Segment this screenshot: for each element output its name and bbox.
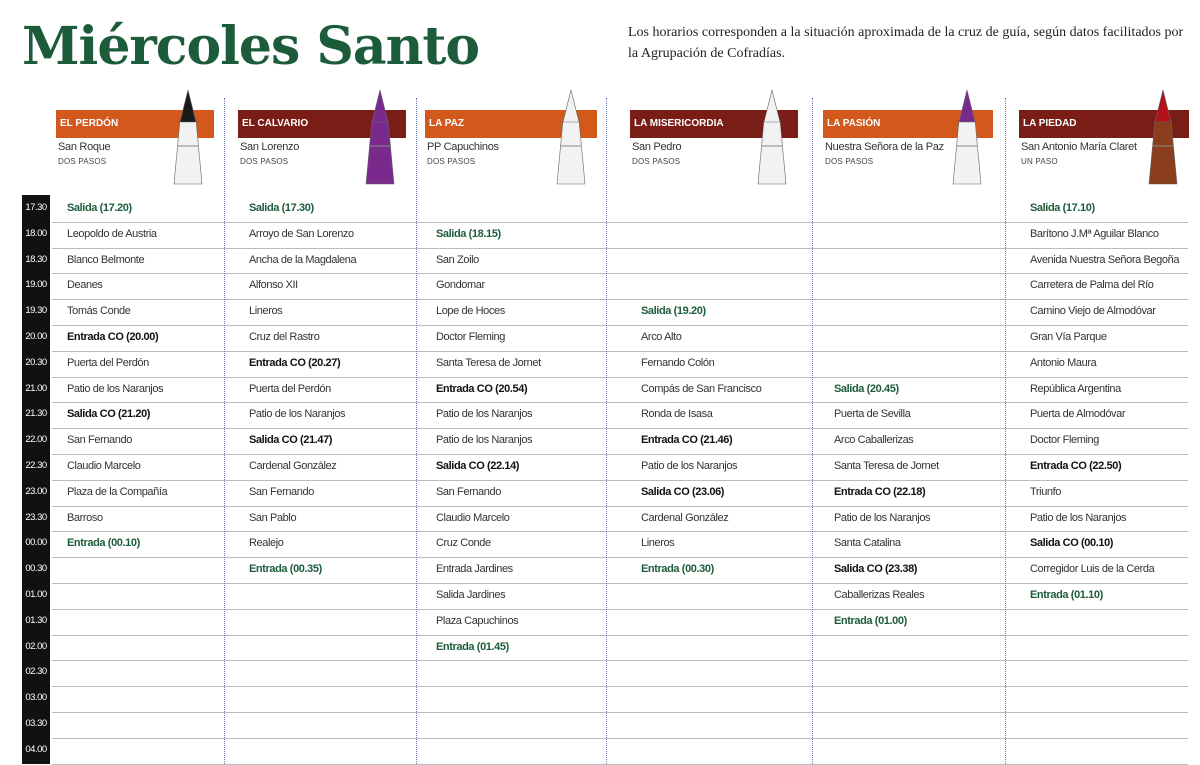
nazareno-figure-icon: [752, 88, 792, 188]
time-label: 20.00: [25, 331, 47, 342]
column-parish: PP Capuchinos: [427, 141, 499, 153]
time-label: 00.30: [25, 563, 47, 575]
schedule-cell: Entrada (00.30): [641, 563, 714, 576]
schedule-cell: Fernando Colón: [641, 356, 715, 369]
schedule-cell: Cruz Conde: [436, 537, 491, 550]
time-label: 03.00: [25, 692, 47, 704]
schedule-cell: Entrada CO (20.00): [67, 331, 159, 343]
schedule-cell: Arroyo de San Lorenzo: [249, 227, 354, 240]
schedule-cell: Carretera de Palma del Río: [1030, 279, 1154, 292]
schedule-cell: Antonio Maura: [1030, 356, 1097, 369]
schedule-cell: Doctor Fleming: [436, 331, 505, 343]
schedule-cell: Salida (18.15): [436, 227, 501, 240]
schedule-cell: Tomás Conde: [67, 305, 131, 318]
schedule-cell: Santa Teresa de Jornet: [834, 460, 939, 472]
schedule-cell: Puerta de Sevilla: [834, 408, 911, 421]
schedule-cell: Claudio Marcelo: [436, 511, 510, 524]
time-label: 17.30: [25, 202, 47, 213]
schedule-cell: Lineros: [641, 537, 675, 550]
row-divider: [52, 635, 1188, 636]
schedule-cell: Alfonso XII: [249, 279, 298, 292]
schedule-cell: Puerta del Perdón: [67, 356, 149, 369]
time-label: 01.00: [25, 589, 47, 600]
schedule-cell: Ronda de Isasa: [641, 408, 713, 421]
column-header: LA PASIÓN: [823, 110, 993, 138]
page-title: Miércoles Santo: [22, 16, 480, 77]
schedule-cell: Patio de los Naranjos: [249, 408, 346, 421]
schedule-cell: Caballerizas Reales: [834, 589, 925, 601]
schedule-cell: Plaza Capuchinos: [436, 614, 519, 627]
schedule-cell: Santa Catalina: [834, 537, 901, 550]
time-label: 19.00: [25, 279, 47, 291]
schedule-cell: Entrada (01.00): [834, 614, 907, 627]
schedule-cell: Patio de los Naranjos: [67, 382, 164, 395]
row-divider: [52, 377, 1188, 378]
row-divider: [52, 402, 1188, 403]
schedule-cell: San Fernando: [249, 485, 314, 498]
schedule-cell: Entrada (01.45): [436, 640, 509, 653]
schedule-cell: Entrada (01.10): [1030, 589, 1103, 601]
column-pasos: DOS PASOS: [58, 157, 107, 166]
column-header: EL CALVARIO: [238, 110, 406, 138]
schedule-cell: Gran Vía Parque: [1030, 331, 1107, 343]
row-divider: [52, 531, 1188, 532]
row-divider: [52, 557, 1188, 558]
schedule-cell: Entrada CO (20.27): [249, 356, 341, 369]
schedule-cell: Entrada CO (22.50): [1030, 460, 1122, 472]
time-label: 02.00: [25, 640, 47, 652]
schedule-cell: Camino Viejo de Almodóvar: [1030, 305, 1156, 318]
column-header: LA PAZ: [425, 110, 597, 138]
schedule-cell: Ancha de la Magdalena: [249, 253, 357, 266]
schedule-cell: Patio de los Naranjos: [834, 511, 931, 524]
row-divider: [52, 480, 1188, 481]
schedule-cell: Compás de San Francisco: [641, 382, 762, 395]
row-divider: [52, 351, 1188, 352]
column-pasos: DOS PASOS: [632, 157, 681, 166]
schedule-cell: Salida CO (23.06): [641, 485, 725, 498]
schedule-cell: Deanes: [67, 279, 103, 292]
schedule-cell: Avenida Nuestra Señora Begoña: [1030, 253, 1180, 266]
schedule-cell: Lineros: [249, 305, 283, 318]
column-pasos: UN PASO: [1021, 157, 1058, 166]
schedule-cell: Barítono J.Mª Aguilar Blanco: [1030, 227, 1159, 240]
nazareno-figure-icon: [947, 88, 987, 188]
schedule-cell: Patio de los Naranjos: [1030, 511, 1127, 524]
schedule-cell: Realejo: [249, 537, 284, 550]
row-divider: [52, 660, 1188, 661]
time-label: 19.30: [25, 305, 47, 317]
schedule-cell: Entrada (00.10): [67, 537, 140, 550]
schedule-cell: Cardenal González: [641, 511, 729, 524]
schedule-cell: Triunfo: [1030, 485, 1062, 498]
row-divider: [52, 738, 1188, 739]
schedule-cell: República Argentina: [1030, 382, 1121, 395]
time-label: 01.30: [25, 614, 47, 626]
time-label: 04.00: [25, 743, 47, 755]
schedule-cell: Salida (17.20): [67, 202, 132, 214]
time-label: 02.30: [25, 666, 47, 678]
row-divider: [52, 248, 1188, 249]
row-divider: [52, 428, 1188, 429]
schedule-cell: Salida CO (22.14): [436, 460, 520, 472]
column-pasos: DOS PASOS: [825, 157, 874, 166]
nazareno-figure-icon: [168, 88, 208, 188]
schedule-cell: Entrada CO (22.18): [834, 485, 926, 498]
time-label: 21.30: [25, 408, 47, 420]
column-separator: [1005, 98, 1006, 764]
column-header: LA MISERICORDIA: [630, 110, 798, 138]
time-label: 00.00: [25, 537, 47, 549]
schedule-cell: Salida (17.10): [1030, 202, 1095, 214]
time-label: 21.00: [25, 382, 47, 394]
schedule-cell: Patio de los Naranjos: [436, 434, 533, 447]
schedule-cell: San Fernando: [67, 434, 132, 447]
schedule-cell: Corregidor Luis de la Cerda: [1030, 563, 1155, 576]
schedule-cell: San Pablo: [249, 511, 297, 524]
schedule-cell: Salida Jardines: [436, 589, 506, 601]
time-label: 03.30: [25, 718, 47, 729]
schedule-cell: Patio de los Naranjos: [436, 408, 533, 421]
column-header: EL PERDÓN: [56, 110, 214, 138]
schedule-cell: Salida CO (00.10): [1030, 537, 1114, 550]
schedule-cell: Salida CO (21.20): [67, 408, 151, 421]
column-parish: San Pedro: [632, 141, 682, 153]
schedule-cell: Salida CO (23.38): [834, 563, 918, 576]
row-divider: [52, 609, 1188, 610]
schedule-cell: Blanco Belmonte: [67, 253, 145, 266]
schedule-cell: Leopoldo de Austria: [67, 227, 157, 240]
row-divider: [52, 299, 1188, 300]
schedule-cell: Patio de los Naranjos: [641, 460, 738, 472]
column-parish: San Antonio María Claret: [1021, 141, 1137, 153]
schedule-cell: Gondomar: [436, 279, 485, 292]
schedule-cell: Barroso: [67, 511, 103, 524]
schedule-cell: Entrada (00.35): [249, 563, 322, 576]
column-header: LA PIEDAD: [1019, 110, 1189, 138]
time-label: 23.00: [25, 485, 47, 497]
column-parish: Nuestra Señora de la Paz: [825, 141, 944, 153]
column-parish: San Lorenzo: [240, 141, 300, 153]
row-divider: [52, 273, 1188, 274]
row-divider: [52, 506, 1188, 507]
time-label: 20.30: [25, 356, 47, 368]
schedule-cell: Puerta del Perdón: [249, 382, 331, 395]
schedule-cell: San Fernando: [436, 485, 501, 498]
schedule-cell: Cruz del Rastro: [249, 331, 320, 343]
row-divider: [52, 712, 1188, 713]
schedule-cell: San Zoilo: [436, 253, 479, 266]
row-divider: [52, 454, 1188, 455]
schedule-cell: Doctor Fleming: [1030, 434, 1099, 447]
schedule-cell: Arco Caballerizas: [834, 434, 914, 447]
column-pasos: DOS PASOS: [240, 157, 289, 166]
column-separator: [224, 98, 225, 764]
time-label: 18.00: [25, 227, 47, 239]
schedule-cell: Puerta de Almodóvar: [1030, 408, 1126, 421]
column-separator: [416, 98, 417, 764]
schedule-cell: Santa Teresa de Jornet: [436, 356, 541, 369]
row-divider: [52, 583, 1188, 584]
schedule-cell: Lope de Hoces: [436, 305, 505, 318]
schedule-note: Los horarios corresponden a la situación aproximada de la cruz de guía, según datos facilitados por la Agrupación de Cofradías.: [628, 25, 1184, 61]
column-pasos: DOS PASOS: [427, 157, 476, 166]
schedule-cell: Plaza de la Compañía: [67, 485, 168, 498]
time-label: 22.30: [25, 460, 47, 471]
column-parish: San Roque: [58, 141, 111, 153]
schedule-cell: Claudio Marcelo: [67, 460, 141, 472]
schedule-cell: Cardenal González: [249, 460, 337, 472]
time-label: 22.00: [25, 434, 47, 446]
time-label: 18.30: [25, 253, 47, 265]
column-separator: [812, 98, 813, 764]
nazareno-figure-icon: [551, 88, 591, 188]
nazareno-figure-icon: [360, 88, 400, 188]
schedule-cell: Entrada Jardines: [436, 563, 513, 576]
row-divider: [52, 325, 1188, 326]
schedule-cell: Salida (20.45): [834, 382, 899, 395]
row-divider: [52, 686, 1188, 687]
schedule-cell: Entrada CO (21.46): [641, 434, 733, 447]
schedule-cell: Salida (19.20): [641, 305, 706, 318]
nazareno-figure-icon: [1143, 88, 1183, 188]
schedule-cell: Salida (17.30): [249, 202, 314, 214]
time-label: 23.30: [25, 511, 47, 523]
schedule-cell: Salida CO (21.47): [249, 434, 333, 447]
schedule-cell: Arco Alto: [641, 331, 682, 343]
time-axis: [22, 195, 50, 764]
column-separator: [606, 98, 607, 764]
schedule-cell: Entrada CO (20.54): [436, 382, 528, 395]
row-divider: [52, 222, 1188, 223]
